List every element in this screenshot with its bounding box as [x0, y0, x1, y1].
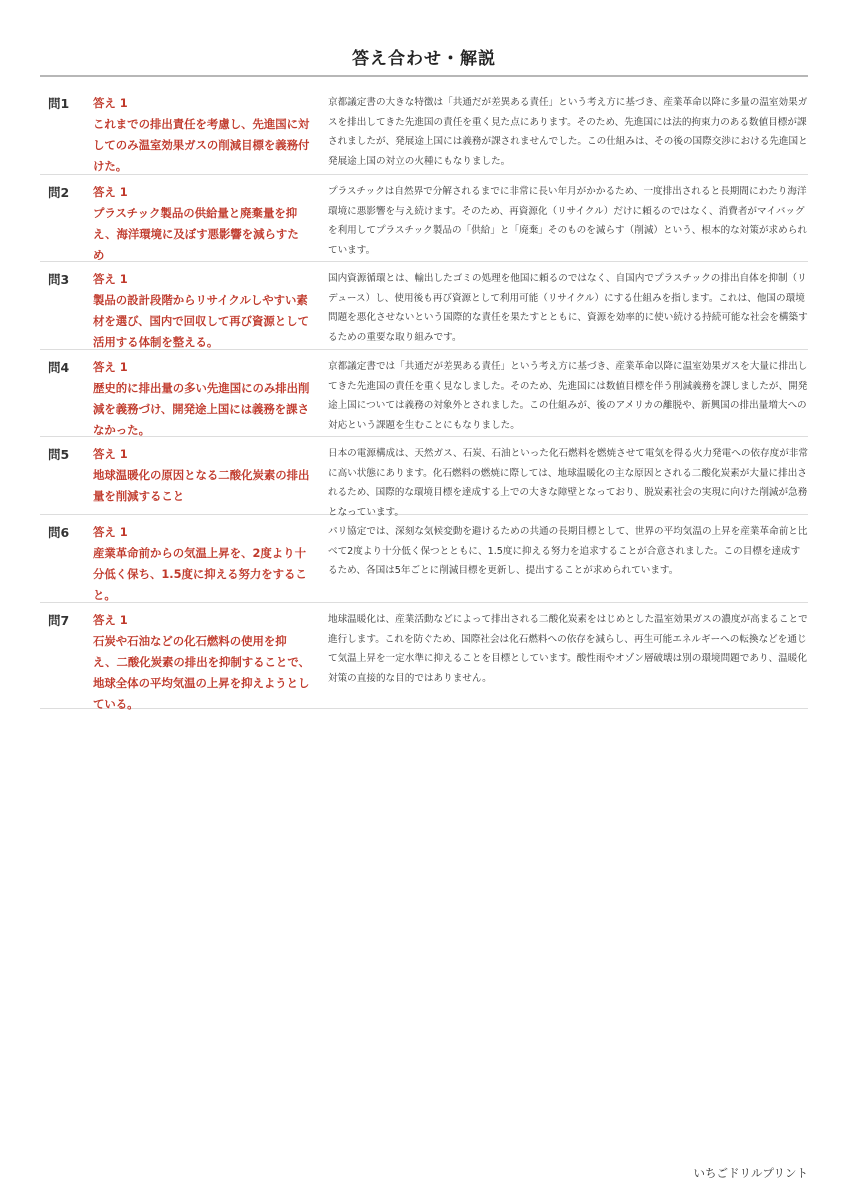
explanation-text: 日本の電源構成は、天然ガス、石炭、石油といった化石燃料を燃焼させて電気を得る火力発電への依存度が非常に高い状態にあります。化石燃料の燃焼に際しては、地球温暖化の主な原因とされる二酸化炭素が大量に排出されるため、国際的な環境目標を達成する上での大きな障壁となっており、脱炭素社会の実現に向けた削減が急務となっています。: [328, 448, 808, 518]
answer-label: 答え 1: [93, 185, 128, 199]
question-number: 問7: [48, 613, 70, 628]
answer-row: [40, 262, 808, 350]
answer-cell: [93, 603, 320, 715]
answer-row: [40, 350, 808, 437]
question-number: 問3: [48, 272, 70, 287]
answer-label: 答え 1: [93, 613, 128, 627]
answer-text: 産業革命前からの気温上昇を、2度より十分低く保ち、1.5度に抑える努力をすること。: [93, 546, 307, 602]
answer-text: 石炭や石油などの化石燃料の使用を抑え、二酸化炭素の排出を抑制することで、地球全体の平均気温の上昇を抑えようとしている。: [93, 634, 310, 711]
answer-cell: [93, 515, 320, 606]
footer-brand: いちごドリルプリント: [693, 1166, 808, 1180]
explanation-text: プラスチックは自然界で分解されるまでに非常に長い年月がかかるため、一度排出されると長期間にわたり海洋環境に悪影響を与え続けます。そのため、再資源化（リサイクル）だけに頼るのではなく、消費者がマイバッグを利用してプラスチック製品の「供給」と「廃棄」そのものを減らす（削減）という、根本的な対策が求められています。: [328, 186, 807, 256]
answer-cell: [93, 86, 320, 177]
answer-row: [40, 86, 808, 175]
page-title: 答え合わせ・解説: [352, 49, 496, 69]
question-number: 問1: [48, 96, 70, 111]
question-number: 問6: [48, 525, 70, 540]
answer-text: 製品の設計段階からリサイクルしやすい素材を選び、国内で回収して再び資源として活用する体制を整える。: [93, 293, 309, 349]
answer-text: 歴史的に排出量の多い先進国にのみ排出削減を義務づけ、開発途上国には義務を課さなかった。: [93, 381, 310, 437]
answer-cell: [93, 175, 320, 266]
explanation-text: 京都議定書の大きな特徴は「共通だが差異ある責任」という考え方に基づき、産業革命以降に多量の温室効果ガスを排出してきた先進国の責任を重く見た点にあります。そのため、先進国には法的拘束力のある数値目標が課されましたが、発展途上国には義務が課されませんでした。この仕組みは、その後の国際交渉における先進国と発展途上国の対立の火種にもなりました。: [328, 97, 808, 167]
answer-cell: [93, 262, 320, 353]
answer-label: 答え 1: [93, 360, 128, 374]
explanation-text: 京都議定書では「共通だが差異ある責任」という考え方に基づき、産業革命以降に温室効果ガスを大量に排出してきた先進国の責任を重く見なしました。そのため、先進国には数値目標を伴う削減義務を課しましたが、開発途上国については義務の対象外とされました。この仕組みが、後のアメリカの離脱や、新興国の排出量増大への対応という課題を生むことにもなりました。: [328, 361, 808, 431]
answer-text: 地球温暖化の原因となる二酸化炭素の排出量を削減すること: [93, 468, 310, 503]
explanation-text: 国内資源循環とは、輸出したゴミの処理を他国に頼るのではなく、自国内でプラスチックの排出自体を抑制（リデュース）し、使用後も再び資源として利用可能（リサイクル）にする仕組みを指します。これは、他国の環境問題を悪化させないという国際的な責任を果たすとともに、資源を効率的に使い続ける持続可能な社会を構築するための重要な取り組みです。: [328, 273, 808, 343]
title-divider: [40, 75, 808, 77]
answer-label: 答え 1: [93, 525, 128, 539]
answer-cell: [93, 437, 320, 507]
explanation-text: パリ協定では、深刻な気候変動を避けるための共通の長期目標として、世界の平均気温の上昇を産業革命前と比べて2度より十分低く保つとともに、1.5度に抑える努力を追求することが合意されました。この目標を達成するため、各国は5年ごとに削減目標を更新し、提出することが求められています。: [328, 526, 808, 577]
answer-label: 答え 1: [93, 447, 128, 461]
answer-label: 答え 1: [93, 272, 128, 286]
answer-text: プラスチック製品の供給量と廃棄量を抑え、海洋環境に及ぼす悪影響を減らすため: [93, 206, 299, 262]
answer-row: [40, 175, 808, 262]
question-number: 問4: [48, 360, 70, 375]
answer-row: [40, 603, 808, 709]
answer-list: [40, 86, 808, 709]
answer-row: [40, 515, 808, 603]
answer-text: これまでの排出責任を考慮し、先進国に対してのみ温室効果ガスの削減目標を義務付けた。: [93, 117, 310, 173]
question-number: 問2: [48, 185, 70, 200]
explanation-text: 地球温暖化は、産業活動などによって排出される二酸化炭素をはじめとした温室効果ガスの濃度が高まることで進行します。これを防ぐため、国際社会は化石燃料への依存を減らし、再生可能エネルギーへの転換などを通じて気温上昇を一定水準に抑えることを目標としています。酸性雨やオゾン層破壊は別の環境問題であり、温暖化対策の直接的な目的ではありません。: [328, 614, 808, 684]
question-number: 問5: [48, 447, 70, 462]
answer-cell: [93, 350, 320, 441]
answer-row: [40, 437, 808, 518]
answer-label: 答え 1: [93, 96, 128, 110]
